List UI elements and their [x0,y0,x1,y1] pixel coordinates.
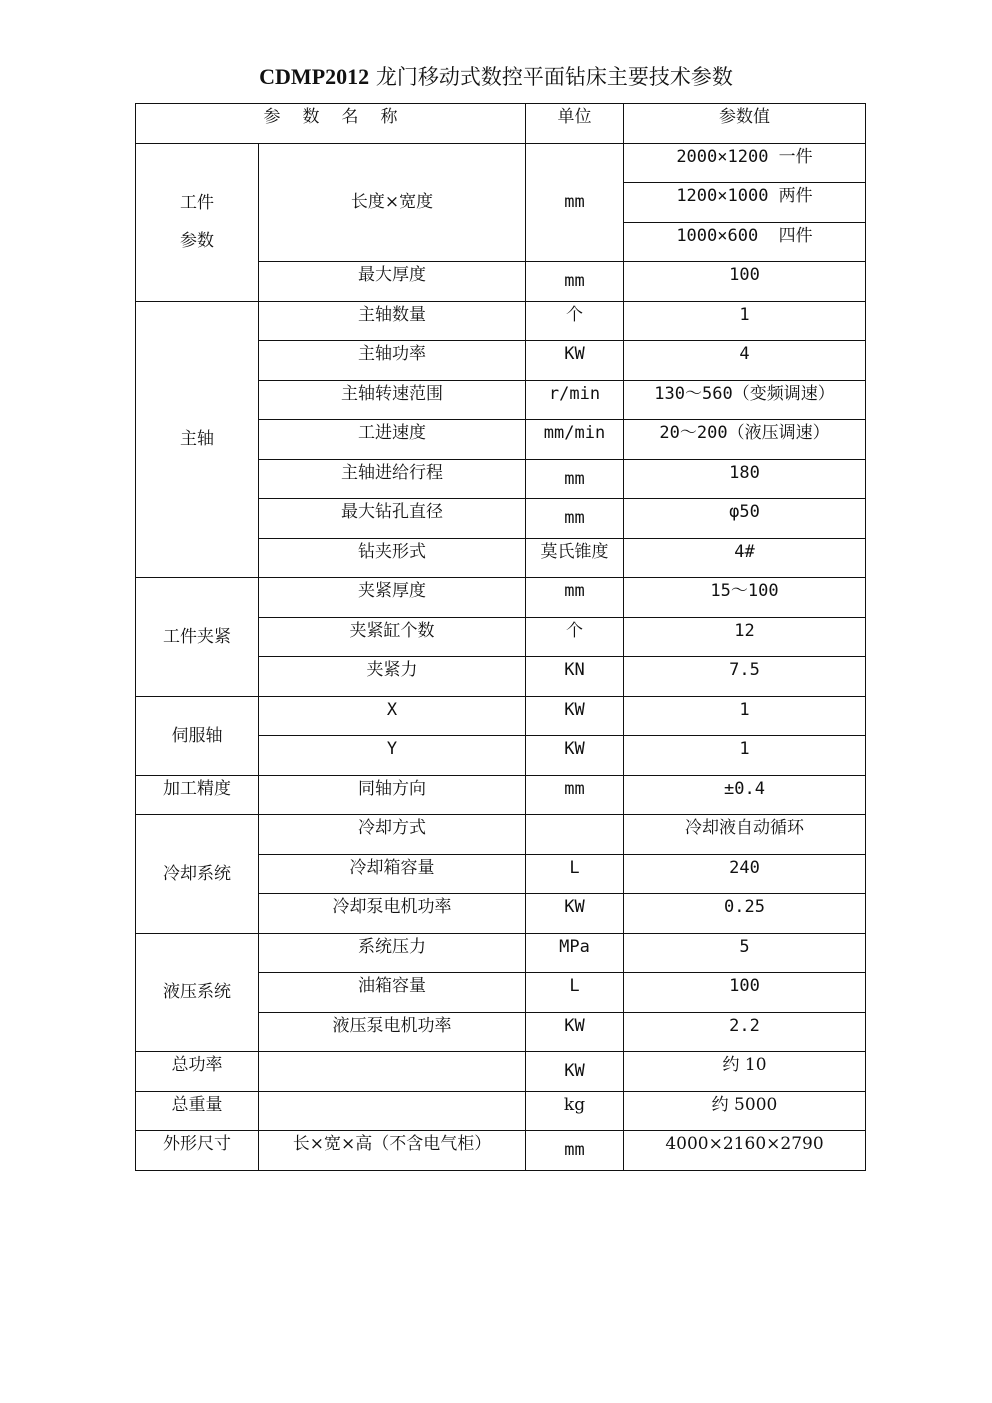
param-value: 冷却液自动循环 [624,815,866,855]
param-value: 5 [624,933,866,973]
group-cooling: 冷却系统 [136,815,259,934]
header-value: 参数值 [624,104,866,144]
table-row [136,1052,866,1092]
title-text: 龙门移动式数控平面钻床主要技术参数 [375,65,733,89]
param-name: Y [259,736,526,776]
param-value: 1 [624,301,866,341]
param-unit: KN [526,657,624,697]
param-value: φ50 [624,499,866,539]
param-unit: L [526,854,624,894]
param-name [259,1052,526,1092]
group-precision: 加工精度 [136,775,259,815]
param-name: 液压泵电机功率 [259,1012,526,1052]
param-unit: mm/min [526,420,624,460]
spec-table [135,103,866,1171]
header-unit: 单位 [526,104,624,144]
param-unit: 莫氏锥度 [526,538,624,578]
param-value: 约 5000 [624,1091,866,1131]
model-code: CDMP2012 [259,64,370,89]
table-header-row [136,104,866,144]
param-unit: mm [526,499,624,539]
param-value: 7.5 [624,657,866,697]
param-unit: KW [526,696,624,736]
param-value: ±0.4 [624,775,866,815]
table-row [136,143,866,183]
param-unit: mm [526,578,624,618]
group-spindle: 主轴 [136,301,259,578]
param-unit: KW [526,341,624,381]
param-name: 同轴方向 [259,775,526,815]
group-total-power: 总功率 [136,1052,259,1092]
param-unit: MPa [526,933,624,973]
param-value: 20～200（液压调速） [624,420,866,460]
group-hydraulic: 液压系统 [136,933,259,1052]
param-unit: KW [526,1012,624,1052]
table-row [136,1131,866,1171]
param-name: 系统压力 [259,933,526,973]
param-value: 1 [624,696,866,736]
group-label: 参数 [180,231,214,251]
param-value: 180 [624,459,866,499]
group-servo: 伺服轴 [136,696,259,775]
param-value: 4# [624,538,866,578]
param-value: 15～100 [624,578,866,618]
group-clamp: 工件夹紧 [136,578,259,697]
param-unit: L [526,973,624,1013]
param-unit: r/min [526,380,624,420]
param-unit: mm [526,459,624,499]
param-value: 100 [624,262,866,302]
param-name: 最大厚度 [259,262,526,302]
param-unit: 个 [526,617,624,657]
param-name: 冷却箱容量 [259,854,526,894]
param-unit: KW [526,736,624,776]
param-name: 钻夹形式 [259,538,526,578]
header-name: 参数名称 [136,104,526,144]
param-value: 1000×600 四件 [624,222,866,262]
group-label: 工件 [180,193,214,213]
param-value: 2000×1200 一件 [624,143,866,183]
param-value: 1200×1000 两件 [624,183,866,223]
param-name: 工进速度 [259,420,526,460]
param-unit: KW [526,1052,624,1092]
param-value: 4000×2160×2790 [624,1131,866,1171]
param-value: 240 [624,854,866,894]
param-unit: KW [526,894,624,934]
group-dimensions: 外形尺寸 [136,1131,259,1171]
param-name: 夹紧缸个数 [259,617,526,657]
param-name: 长×宽×高（不含电气柜） [259,1131,526,1171]
param-name: 主轴功率 [259,341,526,381]
param-name [259,1091,526,1131]
param-name: 主轴转速范围 [259,380,526,420]
param-name: X [259,696,526,736]
param-value: 4 [624,341,866,381]
param-value: 1 [624,736,866,776]
param-value: 0.25 [624,894,866,934]
param-name: 最大钻孔直径 [259,499,526,539]
param-unit: mm [526,1131,624,1171]
param-value: 约 10 [624,1052,866,1092]
param-name: 冷却泵电机功率 [259,894,526,934]
param-unit: mm [526,143,624,262]
table-row [136,301,866,341]
param-name: 夹紧力 [259,657,526,697]
param-unit: mm [526,262,624,302]
table-row [136,578,866,618]
table-row [136,815,866,855]
param-value: 130～560（变频调速） [624,380,866,420]
param-name: 长度×宽度 [259,143,526,262]
param-name: 主轴数量 [259,301,526,341]
param-unit: mm [526,775,624,815]
group-total-weight: 总重量 [136,1091,259,1131]
table-row [136,696,866,736]
param-name: 夹紧厚度 [259,578,526,618]
param-name: 主轴进给行程 [259,459,526,499]
table-row [136,1091,866,1131]
param-unit: 个 [526,301,624,341]
table-row [136,775,866,815]
param-value: 100 [624,973,866,1013]
param-unit [526,815,624,855]
group-workpiece [136,143,259,301]
param-value: 12 [624,617,866,657]
page-title [0,62,992,92]
param-value: 2.2 [624,1012,866,1052]
param-unit: kg [526,1091,624,1131]
param-name: 油箱容量 [259,973,526,1013]
table-row [136,933,866,973]
param-name: 冷却方式 [259,815,526,855]
